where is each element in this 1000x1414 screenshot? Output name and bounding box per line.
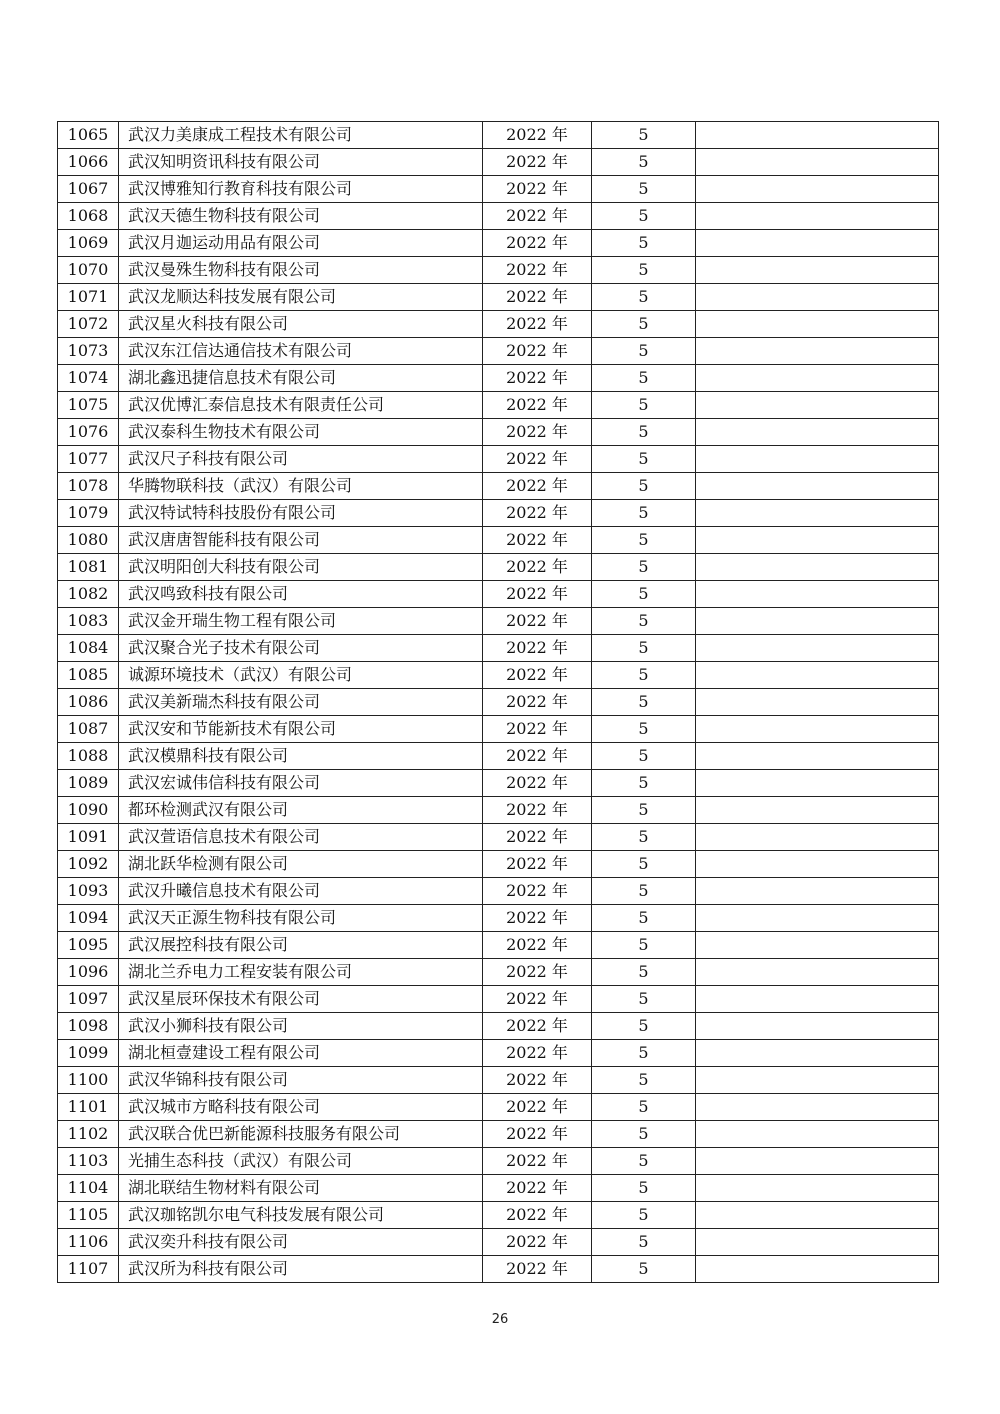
note-cell xyxy=(696,500,939,527)
company-name-cell: 武汉鸣致科技有限公司 xyxy=(119,581,483,608)
page-number: 26 xyxy=(491,1312,509,1327)
score-cell: 5 xyxy=(592,1175,696,1202)
table-row xyxy=(58,986,939,1013)
row-number-cell: 1078 xyxy=(58,473,119,500)
company-name-cell: 武汉龙顺达科技发展有限公司 xyxy=(119,284,483,311)
year-cell: 2022 年 xyxy=(483,905,592,932)
year-cell: 2022 年 xyxy=(483,878,592,905)
score-cell: 5 xyxy=(592,716,696,743)
row-number-cell: 1101 xyxy=(58,1094,119,1121)
year-cell: 2022 年 xyxy=(483,1094,592,1121)
row-number-cell: 1076 xyxy=(58,419,119,446)
table-row xyxy=(58,527,939,554)
note-cell xyxy=(696,365,939,392)
table-row xyxy=(58,446,939,473)
row-number-cell: 1084 xyxy=(58,635,119,662)
table-row xyxy=(58,1148,939,1175)
row-number-cell: 1106 xyxy=(58,1229,119,1256)
note-cell xyxy=(696,743,939,770)
note-cell xyxy=(696,419,939,446)
company-table xyxy=(57,121,939,1283)
company-name-cell: 光捕生态科技（武汉）有限公司 xyxy=(119,1148,483,1175)
table-row xyxy=(58,932,939,959)
note-cell xyxy=(696,635,939,662)
table-row xyxy=(58,1121,939,1148)
company-name-cell: 武汉博雅知行教育科技有限公司 xyxy=(119,176,483,203)
score-cell: 5 xyxy=(592,1067,696,1094)
row-number-cell: 1066 xyxy=(58,149,119,176)
company-name-cell: 武汉星火科技有限公司 xyxy=(119,311,483,338)
table-row xyxy=(58,284,939,311)
note-cell xyxy=(696,1229,939,1256)
score-cell: 5 xyxy=(592,500,696,527)
year-cell: 2022 年 xyxy=(483,959,592,986)
score-cell: 5 xyxy=(592,878,696,905)
row-number-cell: 1098 xyxy=(58,1013,119,1040)
year-cell: 2022 年 xyxy=(483,500,592,527)
score-cell: 5 xyxy=(592,311,696,338)
note-cell xyxy=(696,689,939,716)
score-cell: 5 xyxy=(592,338,696,365)
score-cell: 5 xyxy=(592,635,696,662)
row-number-cell: 1085 xyxy=(58,662,119,689)
table-row xyxy=(58,1175,939,1202)
score-cell: 5 xyxy=(592,284,696,311)
company-name-cell: 武汉力美康成工程技术有限公司 xyxy=(119,122,483,149)
company-name-cell: 武汉明阳创大科技有限公司 xyxy=(119,554,483,581)
year-cell: 2022 年 xyxy=(483,284,592,311)
row-number-cell: 1082 xyxy=(58,581,119,608)
score-cell: 5 xyxy=(592,149,696,176)
row-number-cell: 1092 xyxy=(58,851,119,878)
table-row xyxy=(58,1013,939,1040)
row-number-cell: 1077 xyxy=(58,446,119,473)
year-cell: 2022 年 xyxy=(483,257,592,284)
year-cell: 2022 年 xyxy=(483,392,592,419)
company-name-cell: 武汉模鼎科技有限公司 xyxy=(119,743,483,770)
score-cell: 5 xyxy=(592,1121,696,1148)
year-cell: 2022 年 xyxy=(483,797,592,824)
company-name-cell: 武汉小狮科技有限公司 xyxy=(119,1013,483,1040)
note-cell xyxy=(696,986,939,1013)
note-cell xyxy=(696,1256,939,1283)
score-cell: 5 xyxy=(592,959,696,986)
company-name-cell: 武汉特试特科技股份有限公司 xyxy=(119,500,483,527)
year-cell: 2022 年 xyxy=(483,1229,592,1256)
row-number-cell: 1090 xyxy=(58,797,119,824)
company-name-cell: 湖北跃华检测有限公司 xyxy=(119,851,483,878)
table-row xyxy=(58,662,939,689)
row-number-cell: 1079 xyxy=(58,500,119,527)
score-cell: 5 xyxy=(592,662,696,689)
note-cell xyxy=(696,230,939,257)
score-cell: 5 xyxy=(592,1202,696,1229)
score-cell: 5 xyxy=(592,1094,696,1121)
year-cell: 2022 年 xyxy=(483,473,592,500)
note-cell xyxy=(696,338,939,365)
year-cell: 2022 年 xyxy=(483,1067,592,1094)
row-number-cell: 1087 xyxy=(58,716,119,743)
note-cell xyxy=(696,554,939,581)
row-number-cell: 1099 xyxy=(58,1040,119,1067)
company-name-cell: 武汉美新瑞杰科技有限公司 xyxy=(119,689,483,716)
note-cell xyxy=(696,1175,939,1202)
table-row xyxy=(58,1202,939,1229)
company-name-cell: 武汉泰科生物技术有限公司 xyxy=(119,419,483,446)
year-cell: 2022 年 xyxy=(483,149,592,176)
score-cell: 5 xyxy=(592,446,696,473)
year-cell: 2022 年 xyxy=(483,176,592,203)
row-number-cell: 1068 xyxy=(58,203,119,230)
note-cell xyxy=(696,851,939,878)
year-cell: 2022 年 xyxy=(483,527,592,554)
note-cell xyxy=(696,932,939,959)
company-name-cell: 武汉宏诚伟信科技有限公司 xyxy=(119,770,483,797)
score-cell: 5 xyxy=(592,473,696,500)
row-number-cell: 1083 xyxy=(58,608,119,635)
score-cell: 5 xyxy=(592,527,696,554)
row-number-cell: 1095 xyxy=(58,932,119,959)
note-cell xyxy=(696,878,939,905)
company-name-cell: 都环检测武汉有限公司 xyxy=(119,797,483,824)
score-cell: 5 xyxy=(592,554,696,581)
table-row xyxy=(58,1229,939,1256)
table-row xyxy=(58,689,939,716)
table-row xyxy=(58,608,939,635)
year-cell: 2022 年 xyxy=(483,608,592,635)
company-name-cell: 湖北联结生物材料有限公司 xyxy=(119,1175,483,1202)
table-row xyxy=(58,1040,939,1067)
company-name-cell: 武汉聚合光子技术有限公司 xyxy=(119,635,483,662)
company-name-cell: 武汉东江信达通信技术有限公司 xyxy=(119,338,483,365)
company-name-cell: 诚源环境技术（武汉）有限公司 xyxy=(119,662,483,689)
year-cell: 2022 年 xyxy=(483,1013,592,1040)
company-name-cell: 武汉曼殊生物科技有限公司 xyxy=(119,257,483,284)
note-cell xyxy=(696,311,939,338)
company-name-cell: 武汉月迦运动用品有限公司 xyxy=(119,230,483,257)
row-number-cell: 1065 xyxy=(58,122,119,149)
note-cell xyxy=(696,1067,939,1094)
score-cell: 5 xyxy=(592,905,696,932)
year-cell: 2022 年 xyxy=(483,1256,592,1283)
score-cell: 5 xyxy=(592,257,696,284)
company-table-body xyxy=(58,122,939,1283)
note-cell xyxy=(696,716,939,743)
score-cell: 5 xyxy=(592,986,696,1013)
row-number-cell: 1094 xyxy=(58,905,119,932)
row-number-cell: 1107 xyxy=(58,1256,119,1283)
row-number-cell: 1100 xyxy=(58,1067,119,1094)
row-number-cell: 1091 xyxy=(58,824,119,851)
year-cell: 2022 年 xyxy=(483,365,592,392)
score-cell: 5 xyxy=(592,1013,696,1040)
year-cell: 2022 年 xyxy=(483,230,592,257)
score-cell: 5 xyxy=(592,1148,696,1175)
score-cell: 5 xyxy=(592,797,696,824)
note-cell xyxy=(696,392,939,419)
row-number-cell: 1105 xyxy=(58,1202,119,1229)
year-cell: 2022 年 xyxy=(483,554,592,581)
company-name-cell: 武汉珈铭凯尔电气科技发展有限公司 xyxy=(119,1202,483,1229)
company-name-cell: 武汉华锦科技有限公司 xyxy=(119,1067,483,1094)
score-cell: 5 xyxy=(592,1229,696,1256)
score-cell: 5 xyxy=(592,419,696,446)
table-row xyxy=(58,419,939,446)
row-number-cell: 1093 xyxy=(58,878,119,905)
company-name-cell: 武汉优博汇泰信息技术有限责任公司 xyxy=(119,392,483,419)
year-cell: 2022 年 xyxy=(483,1121,592,1148)
note-cell xyxy=(696,1202,939,1229)
table-row xyxy=(58,1094,939,1121)
table-row xyxy=(58,554,939,581)
score-cell: 5 xyxy=(592,230,696,257)
score-cell: 5 xyxy=(592,176,696,203)
row-number-cell: 1069 xyxy=(58,230,119,257)
table-row xyxy=(58,716,939,743)
row-number-cell: 1075 xyxy=(58,392,119,419)
row-number-cell: 1103 xyxy=(58,1148,119,1175)
note-cell xyxy=(696,608,939,635)
score-cell: 5 xyxy=(592,392,696,419)
score-cell: 5 xyxy=(592,743,696,770)
row-number-cell: 1088 xyxy=(58,743,119,770)
company-name-cell: 武汉唐唐智能科技有限公司 xyxy=(119,527,483,554)
table-row xyxy=(58,905,939,932)
score-cell: 5 xyxy=(592,1256,696,1283)
table-row xyxy=(58,230,939,257)
year-cell: 2022 年 xyxy=(483,932,592,959)
note-cell xyxy=(696,257,939,284)
company-name-cell: 武汉升曦信息技术有限公司 xyxy=(119,878,483,905)
company-name-cell: 武汉知明资讯科技有限公司 xyxy=(119,149,483,176)
table-row xyxy=(58,257,939,284)
year-cell: 2022 年 xyxy=(483,203,592,230)
table-row xyxy=(58,500,939,527)
table-row xyxy=(58,797,939,824)
company-name-cell: 武汉尺子科技有限公司 xyxy=(119,446,483,473)
table-row xyxy=(58,743,939,770)
score-cell: 5 xyxy=(592,203,696,230)
company-name-cell: 湖北兰乔电力工程安装有限公司 xyxy=(119,959,483,986)
row-number-cell: 1071 xyxy=(58,284,119,311)
company-name-cell: 华腾物联科技（武汉）有限公司 xyxy=(119,473,483,500)
row-number-cell: 1073 xyxy=(58,338,119,365)
company-name-cell: 湖北鑫迅捷信息技术有限公司 xyxy=(119,365,483,392)
note-cell xyxy=(696,473,939,500)
company-name-cell: 武汉天德生物科技有限公司 xyxy=(119,203,483,230)
row-number-cell: 1104 xyxy=(58,1175,119,1202)
note-cell xyxy=(696,770,939,797)
table-row xyxy=(58,122,939,149)
table-row xyxy=(58,176,939,203)
year-cell: 2022 年 xyxy=(483,770,592,797)
note-cell xyxy=(696,797,939,824)
note-cell xyxy=(696,905,939,932)
year-cell: 2022 年 xyxy=(483,743,592,770)
table-row xyxy=(58,392,939,419)
table-row xyxy=(58,311,939,338)
table-row xyxy=(58,473,939,500)
year-cell: 2022 年 xyxy=(483,419,592,446)
note-cell xyxy=(696,284,939,311)
note-cell xyxy=(696,1094,939,1121)
year-cell: 2022 年 xyxy=(483,986,592,1013)
note-cell xyxy=(696,1040,939,1067)
note-cell xyxy=(696,176,939,203)
company-name-cell: 武汉奕升科技有限公司 xyxy=(119,1229,483,1256)
note-cell xyxy=(696,149,939,176)
company-name-cell: 武汉联合优巴新能源科技服务有限公司 xyxy=(119,1121,483,1148)
note-cell xyxy=(696,1013,939,1040)
company-name-cell: 湖北桓壹建设工程有限公司 xyxy=(119,1040,483,1067)
score-cell: 5 xyxy=(592,932,696,959)
note-cell xyxy=(696,527,939,554)
table-row xyxy=(58,824,939,851)
table-row xyxy=(58,635,939,662)
score-cell: 5 xyxy=(592,122,696,149)
year-cell: 2022 年 xyxy=(483,1148,592,1175)
year-cell: 2022 年 xyxy=(483,446,592,473)
note-cell xyxy=(696,662,939,689)
note-cell xyxy=(696,1148,939,1175)
company-name-cell: 武汉星辰环保技术有限公司 xyxy=(119,986,483,1013)
year-cell: 2022 年 xyxy=(483,1202,592,1229)
row-number-cell: 1072 xyxy=(58,311,119,338)
score-cell: 5 xyxy=(592,608,696,635)
year-cell: 2022 年 xyxy=(483,716,592,743)
company-name-cell: 武汉金开瑞生物工程有限公司 xyxy=(119,608,483,635)
company-name-cell: 武汉天正源生物科技有限公司 xyxy=(119,905,483,932)
note-cell xyxy=(696,122,939,149)
year-cell: 2022 年 xyxy=(483,635,592,662)
note-cell xyxy=(696,959,939,986)
note-cell xyxy=(696,203,939,230)
row-number-cell: 1070 xyxy=(58,257,119,284)
score-cell: 5 xyxy=(592,689,696,716)
table-row xyxy=(58,581,939,608)
table-row xyxy=(58,878,939,905)
table-row xyxy=(58,365,939,392)
score-cell: 5 xyxy=(592,824,696,851)
note-cell xyxy=(696,1121,939,1148)
year-cell: 2022 年 xyxy=(483,338,592,365)
table-row xyxy=(58,203,939,230)
table-row xyxy=(58,851,939,878)
table-row xyxy=(58,770,939,797)
score-cell: 5 xyxy=(592,770,696,797)
company-name-cell: 武汉所为科技有限公司 xyxy=(119,1256,483,1283)
note-cell xyxy=(696,446,939,473)
row-number-cell: 1067 xyxy=(58,176,119,203)
row-number-cell: 1086 xyxy=(58,689,119,716)
score-cell: 5 xyxy=(592,851,696,878)
year-cell: 2022 年 xyxy=(483,581,592,608)
year-cell: 2022 年 xyxy=(483,689,592,716)
row-number-cell: 1080 xyxy=(58,527,119,554)
table-row xyxy=(58,149,939,176)
table-row xyxy=(58,959,939,986)
year-cell: 2022 年 xyxy=(483,122,592,149)
company-name-cell: 武汉安和节能新技术有限公司 xyxy=(119,716,483,743)
table-row xyxy=(58,338,939,365)
note-cell xyxy=(696,581,939,608)
note-cell xyxy=(696,824,939,851)
row-number-cell: 1102 xyxy=(58,1121,119,1148)
company-name-cell: 武汉展控科技有限公司 xyxy=(119,932,483,959)
year-cell: 2022 年 xyxy=(483,1040,592,1067)
company-name-cell: 武汉城市方略科技有限公司 xyxy=(119,1094,483,1121)
year-cell: 2022 年 xyxy=(483,1175,592,1202)
year-cell: 2022 年 xyxy=(483,824,592,851)
score-cell: 5 xyxy=(592,1040,696,1067)
row-number-cell: 1096 xyxy=(58,959,119,986)
score-cell: 5 xyxy=(592,581,696,608)
score-cell: 5 xyxy=(592,365,696,392)
row-number-cell: 1081 xyxy=(58,554,119,581)
row-number-cell: 1074 xyxy=(58,365,119,392)
year-cell: 2022 年 xyxy=(483,311,592,338)
row-number-cell: 1089 xyxy=(58,770,119,797)
year-cell: 2022 年 xyxy=(483,851,592,878)
company-name-cell: 武汉萱语信息技术有限公司 xyxy=(119,824,483,851)
year-cell: 2022 年 xyxy=(483,662,592,689)
row-number-cell: 1097 xyxy=(58,986,119,1013)
table-row xyxy=(58,1067,939,1094)
table-row xyxy=(58,1256,939,1283)
